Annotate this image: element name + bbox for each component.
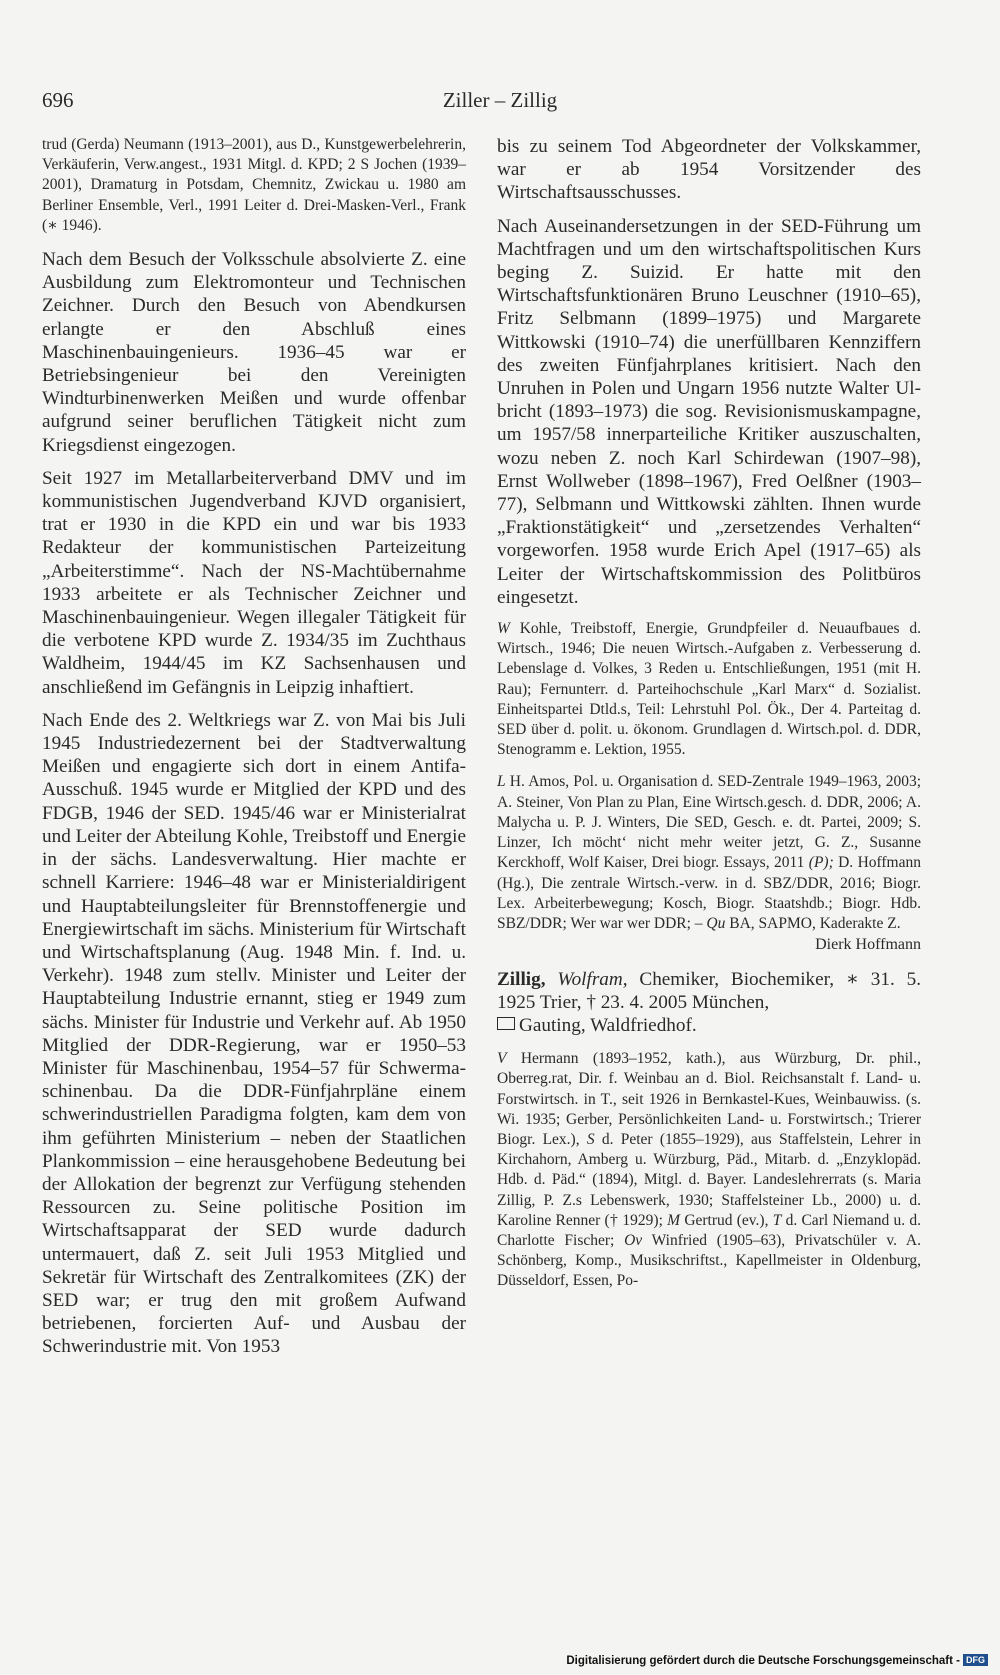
- family-paragraph: [497, 1049, 921, 1291]
- paragraph-volkskammer: bis zu seinem Tod Abgeordneter der Volkskammer, war er ab 1954 Vorsitzender des Wirtschaftsausschusses.: [497, 136, 921, 204]
- daughter-sigil: T: [772, 1211, 782, 1229]
- paragraph-suicide: Nach Auseinandersetzungen in der SED-Führung um Machtfragen und um den wirtschaftspolitischen Kurs beging Z. Suizid. Er hatte mit den Wirtschaftsfunktionären Bruno Leuschner (1910–65), Fritz Selbmann (1899–1975) und Margarete Wittkowski (1910–74) die unerfüllbaren Kennziffern des zweiten Fünfjahrplanes kritisiert. Nach den Unruhen in Polen und Ungarn 1956 nutzte Walter Ulbricht (1893–1973) die sog. Revisionismuskampagne, um 1957/58 innerparteiliche Kritiker auszuschalten, wozu neben Z. noch Karl Schirdewan (1907–98), Ernst Wollweber (1898–1967), Fred Oelßner (1903–77), Selbmann und Wittkowski zählten. Ihnen wurde „Fraktionstätigkeit“ und „zersetzendes Verhalten“ vorgeworfen. 1958 wurde Erich Apel (1917–65) als Leiter der Wirtschaftskommission des Politbüros eingesetzt.: [497, 215, 921, 608]
- literature-text-a: H. Amos, Pol. u. Organisation d. SED-Zentrale 1949–1963, 2003; A. Steiner, Von Plan zu Plan, Eine Wirtsch.gesch. d. DDR, 2006; A. Malycha u. P. J. Winters, Die SED, Gesch. e. dt. Partei, 2009; S. Linzer, Ich möcht‘ nicht mehr weiter jetzt, G. Z., Susanne Kerckhoff, Wolf Kaiser, Drei biogr. Essays, 2011: [497, 773, 921, 872]
- works-sigil: W: [497, 620, 510, 638]
- family-text-a: Hermann (1893–1952, kath.), aus Würzburg, Dr. phil., Oberreg.rat, Dir. f. Weinbau an d. Biol. Reichsanstalt f. Land- u. Forstwirtsch. in T., seit 1926 in Bernkastel-Kues, Weinbauwiss. (s. Wi. 1935; Gerber, Persönlichkeiten Land- u. Forstwirtsch.; Trierer Biogr. Lex.),: [497, 1050, 921, 1148]
- literature-text-b: D. Hoffmann (Hg.), Die zentrale Wirtsch.-verw. in d. SBZ/DDR, 2016; Biogr. Lex. Arbeiterbewegung; Kosch, Biogr. Staatshdb.; Biogr. Hdb. SBZ/DDR; Wer war wer DDR; –: [497, 854, 921, 932]
- entry-burial: Gauting, Waldfriedhof.: [519, 1015, 697, 1037]
- entry-heading: [497, 968, 921, 1037]
- family-text-e: Winfried (1905–63), Privatschüler v. A. Schönberg, Komp., Musikschriftst., Kapellmeister in Oldenburg, Düsseldorf, Essen, Po-: [497, 1231, 922, 1290]
- sources-sigil: Qu: [706, 914, 726, 932]
- dfg-logo: DFG: [963, 1654, 988, 1666]
- family-continuation: trud (Gerda) Neumann (1913–2001), aus D., Kunstgewerbelehrerin, Verkäuferin, Verw.angest., 1931 Mitgl. d. KPD; 2 S Jochen (1939–2001), Dramaturg in Potsdam, Chemnitz, Zwickau u. 1980 am Berliner Ensemble, Verl., 1991 Leiter d. Drei-Masken-Verl., Frank (∗ 1946).: [42, 136, 466, 234]
- digitization-footer: [566, 1654, 988, 1667]
- literature-portrait-marker: (P);: [808, 854, 834, 872]
- literature-list: [497, 772, 921, 934]
- grave-icon: [497, 1017, 515, 1030]
- left-column: [42, 135, 466, 1369]
- family-text-d: d. Carl Niemand u. d. Charlotte Fischer;: [497, 1211, 921, 1249]
- paragraph-postwar-career: Nach Ende des 2. Weltkriegs war Z. von Mai bis Juli 1945 Industriedezernent bei der Stadtverwaltung Meißen und engagierte sich dort in einem Antifa-Ausschuß. 1945 wurde er Mitglied der KPD und des FDGB, 1946 der SED. 1945/46 war er Ministerialrat und Leiter der Abteilung Kohle, Treibstoff und Energie in der sächs. Landesverwaltung. Hier machte er schnell Karriere: 1946–48 war er Ministerialdirigent und Hauptabteilungsleiter für Brennstoffenergie und Energiewirtschaft im sächs. Ministerium für Wirtschaft und Wirtschaftsplanung (Aug. 1948 Min. f. Ind. u. Verkehr). 1948 zum stellv. Minister und Leiter der Hauptabteilung Industrie ernannt, stieg er 1949 zum sächs. Minister für Industrie und Verkehr auf. Ab 1950 Mitglied der DDR-Regierung, war er 1950–53 Minister für Maschinenbau, 1954–57 für Schwermaschinenbau. Da die DDR-Fünfjahrpläne einem schwerindustriellen Paradigma folgten, kam dem von ihm geführten Ministerium – neben der Staatlichen Plankommission – eine herausgehobene Bedeutung bei der Allokation der begrenzt zur Verfügung stehenden Ressourcen zu. Seine politische Position im Wirtschaftsapparat der SED wurde dadurch untermauert, daß Z. seit Juli 1953 Mitglied und Sekretär für Wirtschaft des Zentralkomitees (ZK) der SED war; er trug den mit großem Aufwand betriebenen, forcierten Auf- und Ausbau der Schwerindustrie mit. Von 1953: [42, 709, 466, 1358]
- entry-given-name: Wolfram,: [557, 969, 628, 991]
- son-sigil: S: [586, 1130, 595, 1148]
- paragraph-education: Nach dem Besuch der Volksschule absolvierte Z. eine Ausbildung zum Elektromonteur und Technischen Zeichner. Durch den Besuch von Abendkursen erlangte er den Abschluß eines Maschinenbauingenieurs. 1936–45 war er Betriebsingenieur bei den Vereinigten Windturbinenwerken Meißen und wurde offenbar aufgrund seiner beruflichen Tätigkeit nicht zum Kriegsdienst eingezogen.: [42, 249, 466, 456]
- mother-sigil: M: [667, 1211, 681, 1229]
- running-head: Ziller – Zillig: [442, 88, 558, 112]
- literature-text-c: BA, SAPMO, Kaderakte Z.: [725, 914, 901, 932]
- paragraph-political-career: Seit 1927 im Metallarbeiterverband DMV und im kommunistischen Jugendverband KJVD organisiert, trat er 1930 in die KPD ein und war bis 1933 Redakteur der kommunistischen Parteizeitung „Arbeiterstimme“. Nach der NS-Machtübernahme 1933 arbeitete er als Technischer Zeichner und Maschinenbauingenieur. Wegen illegaler Tätigkeit für die verbotene KPD wurde Z. 1934/35 im Zuchthaus Waldheim, 1944/45 im KZ Sachsenhausen und anschließend im Gefängnis in Leipzig inhaftiert.: [42, 467, 466, 698]
- father-sigil: V: [497, 1050, 507, 1068]
- entry-surname: Zillig,: [497, 969, 546, 991]
- works-list: [497, 619, 921, 760]
- footer-text: Digitalisierung gefördert durch die Deutsche Forschungsgemeinschaft -: [566, 1655, 960, 1667]
- right-column: [497, 135, 921, 1304]
- uncle-sigil: Ov: [624, 1231, 643, 1249]
- family-text-c: Gertrud (ev.),: [680, 1211, 773, 1229]
- family-text-b: d. Peter (1855–1929), aus Staffelstein, Lehrer in Kirchahorn, Amberg u. Würzburg, Päd., Mitarb. d. „Enzyklopäd. Hdb. d. Päd.“ (1894), Mitgl. d. Bayer. Landeslehrerrats (s. Maria Zillig, P. Z.s Lebenswerk, 1930; Staffelsteiner Lb., 2000) u. d. Karoline Renner († 1929);: [497, 1130, 921, 1229]
- literature-sigil: L: [497, 773, 506, 791]
- article-author: Dierk Hoffmann: [815, 936, 921, 954]
- works-text: Kohle, Treibstoff, Energie, Grundpfeiler d. Neuaufbaues d. Wirtsch., 1946; Die neuen Wirtsch.-Aufgaben z. Verbesserung d. Lebenslage d. Volkes, 3 Reden u. Entschließungen, 1951 (mit H. Rau); Fernunterr. d. Parteihochschule „Karl Marx“ d. Sozialist. Einheitspartei Dtld.s, Teil: Lehrstuhl Pol. Ök., Der 4. Parteitag d. SED über d. polit. u. ökonom. Grundlagen d. Wirtsch.pol. d. DDR, Stenogramm e. Lektion, 1955.: [497, 620, 921, 759]
- entry-dates: Chemiker, Biochemiker, ∗ 31. 5. 1925 Trier, † 23. 4. 2005 München,: [497, 969, 921, 1014]
- page-number: 696: [42, 88, 74, 112]
